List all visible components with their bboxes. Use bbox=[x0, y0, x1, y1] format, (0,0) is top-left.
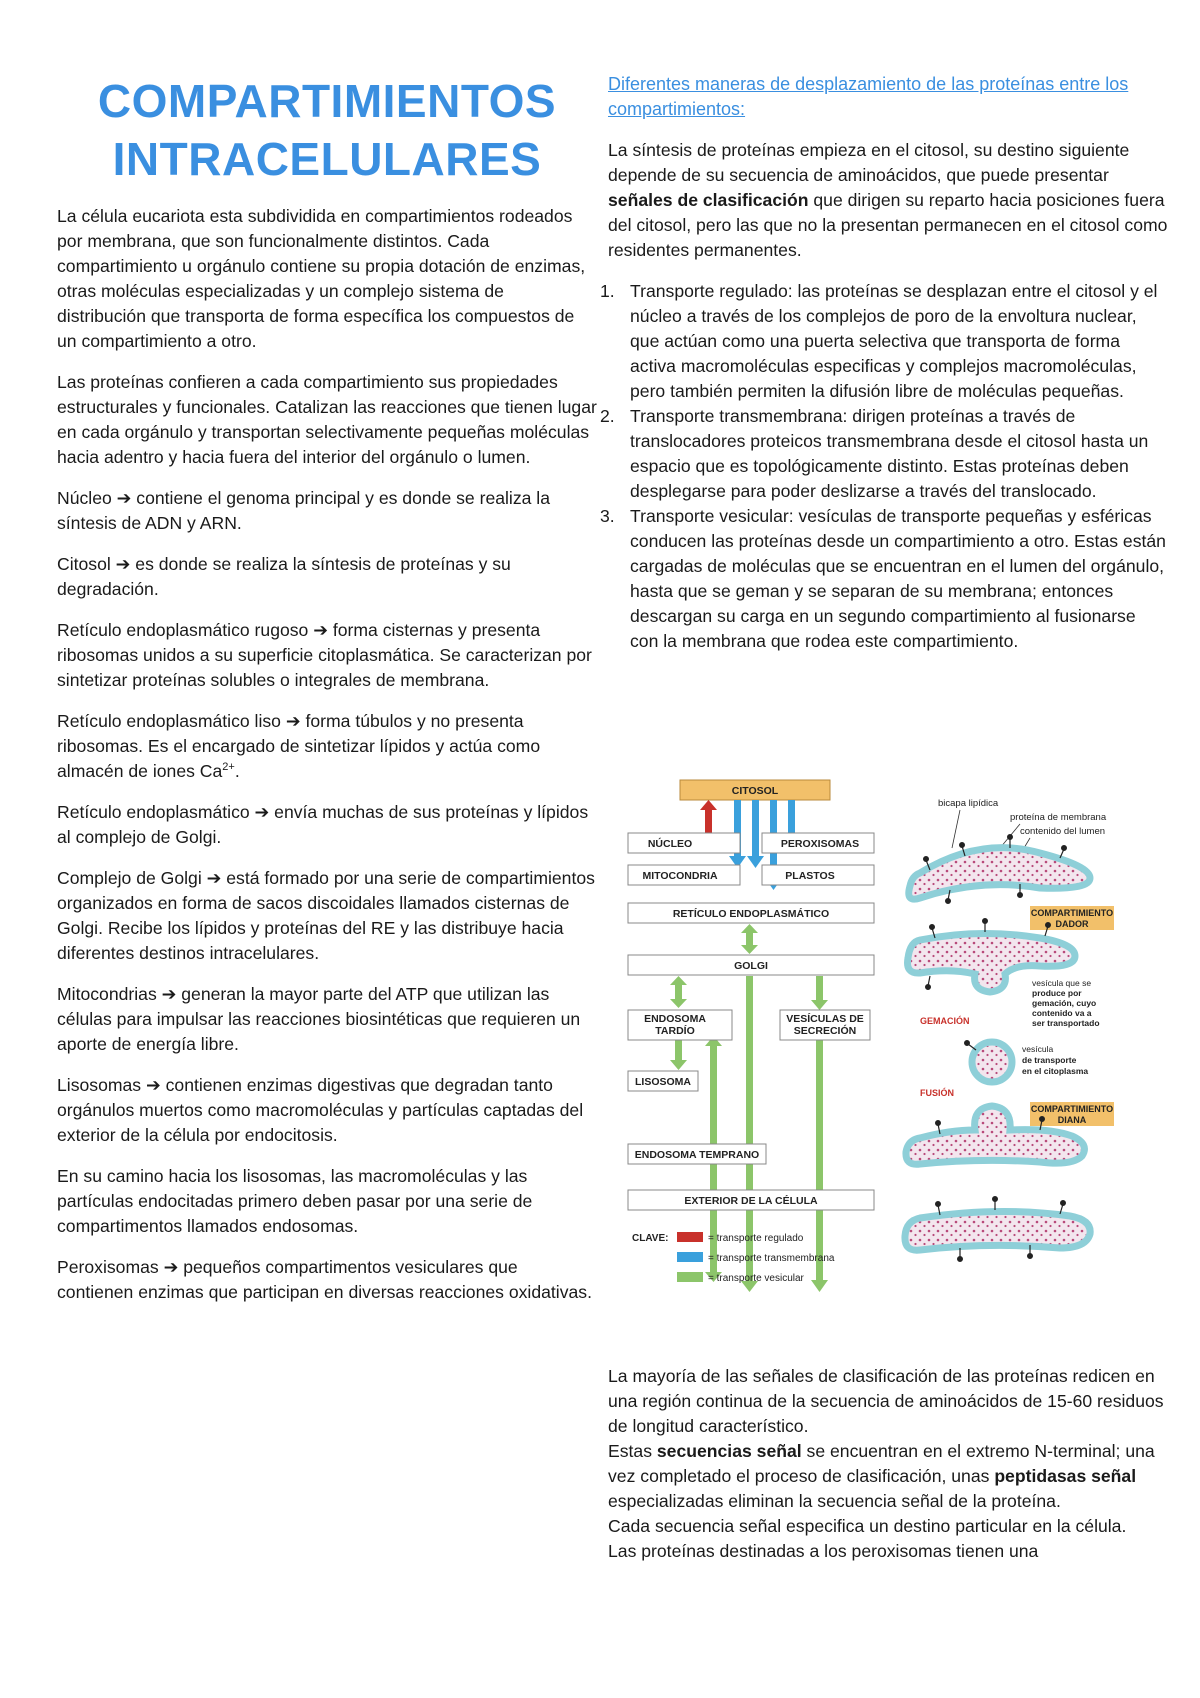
comp-dador-label-2: DADOR bbox=[1055, 919, 1089, 929]
transport-figure bbox=[620, 778, 1176, 1330]
lisosoma-label: LISOSOMA bbox=[634, 1076, 692, 1088]
key-vesicular: = transporte vesicular bbox=[708, 1273, 804, 1284]
vesiculas-label-2: SECRECIÓN bbox=[793, 1025, 857, 1037]
key-red-swatch bbox=[677, 1232, 703, 1242]
citosol-paragraph: Citosol ➔ es donde se realiza la síntesis de proteínas y su degradación. bbox=[57, 554, 511, 599]
key-transmembrane: = transporte transmembrana bbox=[708, 1253, 835, 1264]
signal-sequence-section bbox=[608, 1364, 1168, 1564]
proteina-membrana-label: proteína de membrana bbox=[1010, 812, 1107, 823]
list-item bbox=[600, 279, 1168, 404]
list-item bbox=[600, 404, 1168, 504]
signal-bold-2: peptidasas señal bbox=[994, 1466, 1137, 1486]
list-number: 2. bbox=[600, 406, 615, 426]
endosoma-temprano-label: ENDOSOMA TEMPRANO bbox=[634, 1149, 760, 1161]
golgi-label: GOLGI bbox=[734, 960, 768, 972]
golgi-paragraph: Complejo de Golgi ➔ está formado por una serie de compartimientos organizados en forma de sacos discoidales llamados cisternas de Golgi. Recibe los lípidos y proteínas del RE y las distribuye hacia diferentes destinos intracelulares. bbox=[57, 868, 595, 963]
gemacion-note-1: vesícula que se bbox=[1032, 978, 1092, 988]
rel-end: . bbox=[234, 761, 240, 781]
list-item bbox=[600, 504, 1168, 654]
synthesis-text-a: La síntesis de proteínas empieza en el citosol, su destino siguiente depende de su secuencia de aminoácidos, que puede presentar bbox=[608, 140, 1130, 185]
signal-paragraph-4: Las proteínas destinadas a los peroxisomas tienen una bbox=[608, 1541, 1039, 1561]
bicapa-label: bicapa lipídica bbox=[938, 798, 999, 809]
title-line-2: INTRACELULARES bbox=[112, 133, 542, 185]
citosol-label: CITOSOL bbox=[731, 785, 779, 797]
left-column bbox=[57, 72, 597, 1321]
key-regulated: = transporte regulado bbox=[708, 1233, 804, 1244]
peroxisomas-paragraph: Peroxisomas ➔ pequeños compartimentos vesiculares que contienen enzimas que participan en diversas reacciones oxidativas. bbox=[57, 1257, 592, 1302]
list-number: 1. bbox=[600, 281, 615, 301]
vesicula-label-2: de transporte bbox=[1022, 1055, 1077, 1065]
signal-text-c: especializadas eliminan la secuencia señal de la proteína. bbox=[608, 1491, 1061, 1511]
gemacion-note-5: ser transportado bbox=[1032, 1018, 1100, 1028]
endosoma-tardio-label-2: TARDÍO bbox=[655, 1025, 695, 1037]
nucleo-label: NÚCLEO bbox=[647, 838, 693, 850]
vesicula-label-1: vesícula bbox=[1022, 1044, 1054, 1054]
vesicula-label-3: en el citoplasma bbox=[1022, 1066, 1089, 1076]
rer-paragraph: Retículo endoplasmático rugoso ➔ forma cisternas y presenta ribosomas unidos a su superficie citoplasmática. Se caracterizan por sintetizar proteínas solubles o integrales de membrana. bbox=[57, 620, 592, 690]
list-text: Transporte transmembrana: dirigen proteínas a través de translocadores proteicos transmembrana desde el citosol hasta un espacio que es topológicamente distinto. Estas proteínas deben desplegarse para poder deslizarse a través del translocado. bbox=[630, 406, 1149, 501]
signal-text-b: se encuentran en el extremo N-terminal; una vez completado el proceso de clasificación, unas bbox=[608, 1441, 1155, 1486]
intro-paragraph: La célula eucariota esta subdividida en compartimientos rodeados por membrana, que son funcionalmente distintos. Cada compartimiento u orgánulo contiene su propia dotación de enzimas, otras moléculas especializadas y un complejo sistema de distribución que transporta de forma específica los compuestos de un compartimiento a otro. bbox=[57, 206, 586, 351]
title-line-1: COMPARTIMIENTOS bbox=[97, 75, 557, 127]
target-compartment-final bbox=[905, 1211, 1090, 1250]
list-text: Transporte vesicular: vesículas de transporte pequeñas y esféricas conducen las proteínas desde un compartimiento a otro. Estas están cargadas de moléculas que se encuentran en el lumen del orgánulo, hasta que se geman y se separan de su membrana; entonces descargan su carga en un segundo compartimiento al fusionarse con la membrana que rodea este compartimiento. bbox=[630, 506, 1166, 651]
gemacion-label: GEMACIÓN bbox=[920, 1016, 970, 1026]
vesiculas-label-1: VESÍCULAS DE bbox=[786, 1013, 864, 1025]
synthesis-text-b: que dirigen su reparto hacia posiciones fuera del citosol, pero las que no la presentan permanecen en el citosol como residentes permanentes. bbox=[608, 190, 1168, 260]
lisosomas-paragraph: Lisosomas ➔ contienen enzimas digestivas que degradan tanto orgánulos muertos como macromoléculas y partículas captadas del exterior de la célula por endocitosis. bbox=[57, 1075, 584, 1145]
rel-text: Retículo endoplasmático liso ➔ forma túbulos y no presenta ribosomas. Es el encargado de sintetizar lípidos y actúa como almacén de iones Ca bbox=[57, 711, 541, 781]
plastos-label: PLASTOS bbox=[785, 870, 835, 882]
right-column bbox=[600, 72, 1168, 654]
reticulo-label: RETÍCULO ENDOPLASMÁTICO bbox=[672, 908, 830, 920]
key-label: CLAVE: bbox=[632, 1233, 669, 1244]
exterior-label: EXTERIOR DE LA CÉLULA bbox=[684, 1195, 818, 1207]
comp-diana-label-2: DIANA bbox=[1057, 1115, 1087, 1125]
re-paragraph: Retículo endoplasmático ➔ envía muchas de sus proteínas y lípidos al complejo de Golgi. bbox=[57, 802, 589, 847]
gemacion-note-4: contenido va a bbox=[1032, 1008, 1092, 1018]
calcium-superscript: 2+ bbox=[222, 761, 235, 774]
peroxisomas-label: PEROXISOMAS bbox=[780, 838, 860, 850]
synthesis-paragraph bbox=[608, 138, 1168, 263]
transport-vesicle bbox=[972, 1042, 1012, 1082]
signal-paragraph-3: Cada secuencia señal especifica un destino particular en la célula. bbox=[608, 1516, 1127, 1536]
proteins-paragraph: Las proteínas confieren a cada compartimiento sus propiedades estructurales y funcionales. Catalizan las reacciones que tienen lugar en cada orgánulo y transportan selectivamente pequeñas moléculas hacia adentro y hacia fuera del interior del orgánulo o lumen. bbox=[57, 372, 597, 467]
endosomas-paragraph: En su camino hacia los lisosomas, las macromoléculas y las partículas endocitadas primero deben pasar por una serie de compartimentos llamados endosomas. bbox=[57, 1166, 533, 1236]
key-green-swatch bbox=[677, 1272, 703, 1282]
signal-text-a: Estas bbox=[608, 1441, 657, 1461]
signal-bold-1: secuencias señal bbox=[656, 1441, 802, 1461]
synthesis-bold: señales de clasificación bbox=[608, 190, 809, 210]
list-number: 3. bbox=[600, 506, 615, 526]
contenido-lumen-label: contenido del lumen bbox=[1020, 826, 1106, 837]
signal-paragraph-2 bbox=[608, 1439, 1168, 1514]
page-title bbox=[57, 72, 597, 188]
fusion-label: FUSIÓN bbox=[920, 1088, 955, 1098]
comp-diana-label-1: COMPARTIMIENTO bbox=[1030, 1104, 1114, 1114]
gemacion-note-2: produce por bbox=[1032, 988, 1082, 998]
comp-dador-label-1: COMPARTIMIENTO bbox=[1030, 908, 1114, 918]
mitocondrias-paragraph: Mitocondrias ➔ generan la mayor parte del ATP que utilizan las células para impulsar las reacciones biosintéticas que requieren un aporte de energía libre. bbox=[57, 984, 581, 1054]
gemacion-note-3: gemación, cuyo bbox=[1032, 998, 1097, 1008]
mitocondria-label: MITOCONDRIA bbox=[642, 870, 718, 882]
nucleo-paragraph: Núcleo ➔ contiene el genoma principal y es donde se realiza la síntesis de ADN y ARN. bbox=[57, 488, 550, 533]
transport-list bbox=[600, 279, 1168, 654]
signal-paragraph-1: La mayoría de las señales de clasificación de las proteínas redicen en una región continua de la secuencia de aminoácidos de 15-60 residuos de longitud característico. bbox=[608, 1366, 1164, 1436]
key-blue-swatch bbox=[677, 1252, 703, 1262]
endosoma-tardio-label-1: ENDOSOMA bbox=[644, 1013, 706, 1025]
list-text: Transporte regulado: las proteínas se desplazan entre el citosol y el núcleo a través de los complejos de poro de la envoltura nuclear, que actúan como una puerta selectiva que transporta de forma activa macromoléculas especificas y complejos macromoléculas, pero también permiten la difusión libre de moléculas pequeñas. bbox=[630, 281, 1158, 401]
rel-paragraph bbox=[57, 709, 597, 784]
section-subheading[interactable]: Diferentes maneras de desplazamiento de las proteínas entre los compartimientos: bbox=[608, 74, 1129, 119]
